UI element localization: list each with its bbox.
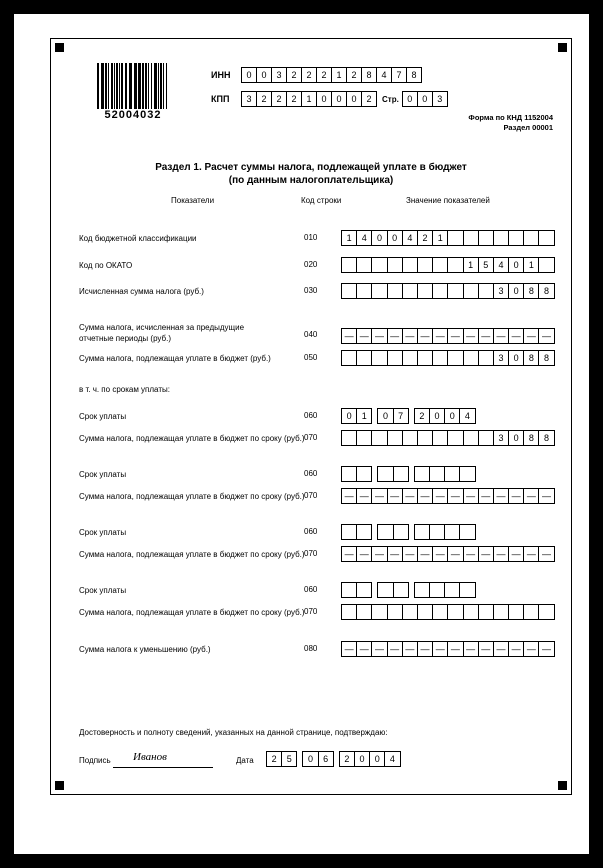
cell[interactable]: — <box>538 546 554 562</box>
cell[interactable] <box>387 604 403 620</box>
cell[interactable]: 1 <box>356 408 372 424</box>
value-cells[interactable] <box>341 230 554 246</box>
cell[interactable]: — <box>432 488 448 504</box>
cell[interactable]: — <box>371 641 387 657</box>
cell[interactable] <box>393 524 409 540</box>
cell[interactable] <box>493 230 509 246</box>
cell[interactable]: 7 <box>391 67 407 83</box>
payment-date-cells[interactable] <box>341 466 475 482</box>
row-label: Сумма налога, подлежащая уплате в бюджет по сроку (руб.) <box>79 550 305 559</box>
cell[interactable]: 0 <box>508 430 524 446</box>
date-label: Дата <box>236 756 254 765</box>
barcode <box>97 63 169 121</box>
cell[interactable]: 2 <box>346 67 362 83</box>
cell[interactable]: — <box>387 488 403 504</box>
value-cells[interactable] <box>341 328 554 344</box>
cell[interactable]: 0 <box>316 91 332 107</box>
form-code-section: Раздел 00001 <box>503 123 553 132</box>
cell[interactable]: — <box>371 546 387 562</box>
cell[interactable]: 3 <box>241 91 257 107</box>
date-cell[interactable]: 0 <box>369 751 385 767</box>
cell[interactable] <box>341 430 357 446</box>
cell[interactable] <box>402 604 418 620</box>
cell[interactable] <box>538 257 554 273</box>
cell[interactable]: 2 <box>361 91 377 107</box>
cell[interactable] <box>478 604 494 620</box>
signature-value: Иванов <box>133 751 167 763</box>
cell[interactable] <box>447 604 463 620</box>
signature-label: Подпись <box>79 756 111 765</box>
cell[interactable]: 2 <box>301 67 317 83</box>
value-cells[interactable] <box>341 350 554 366</box>
cell[interactable]: — <box>356 488 372 504</box>
cell[interactable] <box>538 230 554 246</box>
page-title <box>51 161 571 187</box>
cell[interactable] <box>459 524 475 540</box>
cell[interactable]: 0 <box>444 408 460 424</box>
cell[interactable] <box>417 604 433 620</box>
value-cells[interactable] <box>341 257 554 273</box>
cell[interactable] <box>402 257 418 273</box>
registration-mark-bottom-right <box>558 781 567 790</box>
row-code: 070 <box>304 433 318 442</box>
cell[interactable]: — <box>493 546 509 562</box>
cell[interactable] <box>356 283 372 299</box>
cell[interactable] <box>371 604 387 620</box>
cell[interactable] <box>463 230 479 246</box>
cell[interactable] <box>402 430 418 446</box>
form-code-knd: Форма по КНД 1152004 <box>468 113 553 122</box>
cell[interactable] <box>447 350 463 366</box>
cell[interactable]: — <box>508 641 524 657</box>
page-title-line2: (по данным налогоплательщика) <box>228 175 394 186</box>
cell[interactable] <box>356 524 372 540</box>
value-cells[interactable] <box>341 546 554 562</box>
cell[interactable]: 3 <box>493 350 509 366</box>
cell[interactable] <box>463 283 479 299</box>
cell[interactable]: — <box>341 641 357 657</box>
cell[interactable]: 8 <box>538 430 554 446</box>
cell[interactable]: — <box>493 328 509 344</box>
cell[interactable]: — <box>417 488 433 504</box>
kpp-label: КПП <box>211 94 230 104</box>
registration-mark-bottom-left <box>55 781 64 790</box>
cell[interactable]: 3 <box>432 91 448 107</box>
cell[interactable]: — <box>447 488 463 504</box>
cell[interactable] <box>432 430 448 446</box>
cell[interactable]: — <box>402 641 418 657</box>
cell[interactable]: 2 <box>256 91 272 107</box>
cell[interactable]: 8 <box>406 67 422 83</box>
cell[interactable] <box>393 582 409 598</box>
cell[interactable] <box>444 466 460 482</box>
cell[interactable]: — <box>523 488 539 504</box>
cell[interactable] <box>444 524 460 540</box>
row-label: Исчисленная сумма налога (руб.) <box>79 287 204 296</box>
cell[interactable]: — <box>432 546 448 562</box>
cell[interactable]: 2 <box>316 67 332 83</box>
page-number-cells[interactable] <box>402 91 447 107</box>
cell[interactable] <box>417 283 433 299</box>
cell[interactable]: 0 <box>508 257 524 273</box>
cell[interactable]: — <box>463 641 479 657</box>
document-page <box>14 14 589 854</box>
cell[interactable]: — <box>417 641 433 657</box>
cell[interactable] <box>414 524 430 540</box>
cell[interactable]: — <box>356 641 372 657</box>
date-cell[interactable]: 2 <box>339 751 355 767</box>
cell[interactable]: — <box>402 488 418 504</box>
cell[interactable] <box>377 524 393 540</box>
column-header-values: Значение показателей <box>406 196 490 205</box>
cell[interactable]: 4 <box>493 257 509 273</box>
date-cell[interactable]: 0 <box>302 751 318 767</box>
value-cells[interactable] <box>341 283 554 299</box>
cell[interactable]: — <box>341 328 357 344</box>
registration-mark-top-right <box>558 43 567 52</box>
cell[interactable]: 2 <box>286 67 302 83</box>
date-cell[interactable]: 4 <box>384 751 400 767</box>
cell[interactable]: 0 <box>508 350 524 366</box>
cell[interactable] <box>387 350 403 366</box>
cell[interactable] <box>417 350 433 366</box>
cell[interactable]: 0 <box>508 283 524 299</box>
cell[interactable] <box>508 230 524 246</box>
cell[interactable] <box>523 604 539 620</box>
cell[interactable]: 2 <box>417 230 433 246</box>
inn-row <box>211 67 421 83</box>
cell[interactable]: — <box>463 488 479 504</box>
row-code: 030 <box>304 286 318 295</box>
date-cell[interactable]: 5 <box>281 751 297 767</box>
cell[interactable] <box>447 257 463 273</box>
cell[interactable]: — <box>478 488 494 504</box>
cell[interactable] <box>402 350 418 366</box>
row-code: 060 <box>304 469 318 478</box>
cell[interactable] <box>377 466 393 482</box>
cell[interactable]: — <box>402 546 418 562</box>
cell[interactable]: — <box>341 488 357 504</box>
form-code-block <box>468 113 553 133</box>
row-code: 060 <box>304 527 318 536</box>
cell[interactable]: — <box>371 488 387 504</box>
inn-cells[interactable] <box>241 67 421 83</box>
cell[interactable]: — <box>417 546 433 562</box>
cell[interactable]: 0 <box>256 67 272 83</box>
cell[interactable] <box>463 430 479 446</box>
cell[interactable]: 8 <box>361 67 377 83</box>
cell[interactable] <box>463 604 479 620</box>
cell[interactable]: 4 <box>402 230 418 246</box>
cell[interactable]: 2 <box>414 408 430 424</box>
subheader: в т. ч. по срокам уплаты: <box>79 385 170 394</box>
cell[interactable] <box>356 466 372 482</box>
cell[interactable]: — <box>387 328 403 344</box>
cell[interactable]: 0 <box>371 230 387 246</box>
form-sheet <box>50 38 572 795</box>
date-cell[interactable]: 2 <box>266 751 282 767</box>
cell[interactable]: — <box>402 328 418 344</box>
cell[interactable]: 1 <box>301 91 317 107</box>
confirmation-text: Достоверность и полноту сведений, указанных на данной странице, подтверждаю: <box>79 728 388 737</box>
cell[interactable]: — <box>432 328 448 344</box>
row-code: 020 <box>304 260 318 269</box>
cell[interactable]: 0 <box>377 408 393 424</box>
cell[interactable] <box>538 604 554 620</box>
cell[interactable] <box>371 430 387 446</box>
cell[interactable] <box>432 283 448 299</box>
cell[interactable] <box>478 350 494 366</box>
row-code: 010 <box>304 233 318 242</box>
row-label: Код бюджетной классификации <box>79 234 197 243</box>
cell[interactable]: 4 <box>376 67 392 83</box>
cell[interactable] <box>341 466 357 482</box>
cell[interactable]: 0 <box>429 408 445 424</box>
cell[interactable] <box>377 582 393 598</box>
cell[interactable]: — <box>356 328 372 344</box>
row-label: Сумма налога, подлежащая уплате в бюджет по сроку (руб.) <box>79 492 305 501</box>
cell[interactable] <box>341 350 357 366</box>
page-title-line1: Раздел 1. Расчет суммы налога, подлежащей уплате в бюджет <box>155 162 467 173</box>
date-cell[interactable]: 6 <box>318 751 334 767</box>
row-label: Сумма налога, исчисленная за предыдущие <box>79 323 245 332</box>
payment-date-cells[interactable] <box>341 408 475 424</box>
cell[interactable] <box>447 283 463 299</box>
cell[interactable]: — <box>523 641 539 657</box>
cell[interactable] <box>432 350 448 366</box>
cell[interactable] <box>429 582 445 598</box>
cell[interactable] <box>356 430 372 446</box>
row-code: 070 <box>304 607 318 616</box>
cell[interactable]: 0 <box>341 408 357 424</box>
row-code: 040 <box>304 330 318 339</box>
payment-date-cells[interactable] <box>341 524 475 540</box>
cell[interactable] <box>341 524 357 540</box>
payment-date-cells[interactable] <box>341 582 475 598</box>
cell[interactable]: — <box>478 546 494 562</box>
cell[interactable] <box>417 430 433 446</box>
barcode-number: 52004032 <box>104 109 162 121</box>
row-label: Сумма налога, подлежащая уплате в бюджет (руб.) <box>79 354 271 363</box>
cell[interactable]: — <box>508 546 524 562</box>
cell[interactable]: — <box>478 328 494 344</box>
cell[interactable]: 3 <box>493 283 509 299</box>
cell[interactable] <box>356 350 372 366</box>
cell[interactable]: — <box>538 328 554 344</box>
cell[interactable] <box>387 257 403 273</box>
cell[interactable]: 8 <box>538 283 554 299</box>
row-code: 070 <box>304 549 318 558</box>
cell[interactable]: — <box>371 328 387 344</box>
cell[interactable]: 0 <box>331 91 347 107</box>
cell[interactable] <box>459 582 475 598</box>
cell[interactable]: 1 <box>331 67 347 83</box>
cell[interactable]: 8 <box>523 430 539 446</box>
cell[interactable]: — <box>508 328 524 344</box>
row-code: 080 <box>304 644 318 653</box>
date-cells[interactable] <box>266 751 400 767</box>
cell[interactable]: 7 <box>393 408 409 424</box>
cell[interactable]: — <box>508 488 524 504</box>
row-label: Срок уплаты <box>79 412 127 421</box>
kpp-cells[interactable] <box>241 91 376 107</box>
cell[interactable] <box>356 604 372 620</box>
signature-line <box>113 767 213 768</box>
cell[interactable]: — <box>538 641 554 657</box>
row-label: Сумма налога, подлежащая уплате в бюджет по сроку (руб.) <box>79 608 305 617</box>
row-label: Код по ОКАТО <box>79 261 133 270</box>
cell[interactable]: 0 <box>417 91 433 107</box>
cell[interactable]: — <box>463 546 479 562</box>
cell[interactable]: — <box>493 641 509 657</box>
column-header-row-code: Код строки <box>301 196 342 205</box>
cell[interactable] <box>444 582 460 598</box>
value-cells[interactable] <box>341 488 554 504</box>
cell[interactable] <box>523 230 539 246</box>
cell[interactable] <box>429 466 445 482</box>
cell[interactable] <box>478 283 494 299</box>
registration-mark-top-left <box>55 43 64 52</box>
row-label: Срок уплаты <box>79 586 127 595</box>
cell[interactable]: — <box>447 328 463 344</box>
row-code: 060 <box>304 585 318 594</box>
cell[interactable]: 1 <box>341 230 357 246</box>
cell[interactable] <box>508 604 524 620</box>
cell[interactable] <box>371 350 387 366</box>
cell[interactable] <box>429 524 445 540</box>
cell[interactable]: — <box>387 546 403 562</box>
cell[interactable]: 2 <box>286 91 302 107</box>
value-cells[interactable] <box>341 430 554 446</box>
row-code: 070 <box>304 491 318 500</box>
cell[interactable] <box>341 604 357 620</box>
cell[interactable]: 2 <box>271 91 287 107</box>
cell[interactable]: 0 <box>387 230 403 246</box>
cell[interactable]: — <box>493 488 509 504</box>
cell[interactable] <box>356 257 372 273</box>
kpp-row <box>211 91 447 107</box>
cell[interactable]: — <box>523 328 539 344</box>
cell[interactable] <box>447 430 463 446</box>
cell[interactable]: 0 <box>241 67 257 83</box>
cell[interactable] <box>432 257 448 273</box>
cell[interactable]: 1 <box>523 257 539 273</box>
cell[interactable]: — <box>463 328 479 344</box>
cell[interactable]: — <box>538 488 554 504</box>
cell[interactable]: 4 <box>356 230 372 246</box>
cell[interactable]: 0 <box>402 91 418 107</box>
cell[interactable]: 3 <box>493 430 509 446</box>
cell[interactable] <box>341 582 357 598</box>
value-cells[interactable] <box>341 604 554 620</box>
cell[interactable] <box>371 257 387 273</box>
cell[interactable] <box>463 350 479 366</box>
page-label: Стр. <box>382 94 399 104</box>
cell[interactable]: 8 <box>523 350 539 366</box>
cell[interactable] <box>371 283 387 299</box>
cell[interactable] <box>478 430 494 446</box>
cell[interactable] <box>414 466 430 482</box>
cell[interactable] <box>493 604 509 620</box>
row-code: 050 <box>304 353 318 362</box>
cell[interactable]: — <box>341 546 357 562</box>
date-cell[interactable]: 0 <box>354 751 370 767</box>
cell[interactable] <box>459 466 475 482</box>
cell[interactable] <box>402 283 418 299</box>
cell[interactable]: — <box>387 641 403 657</box>
cell[interactable]: 1 <box>432 230 448 246</box>
cell[interactable] <box>393 466 409 482</box>
cell[interactable] <box>417 257 433 273</box>
cell[interactable]: — <box>447 641 463 657</box>
cell[interactable]: 8 <box>538 350 554 366</box>
barcode-bars <box>97 63 169 109</box>
value-cells[interactable] <box>341 641 554 657</box>
cell[interactable]: — <box>478 641 494 657</box>
cell[interactable]: 3 <box>271 67 287 83</box>
column-header-indicators: Показатели <box>171 196 215 205</box>
cell[interactable]: 4 <box>459 408 475 424</box>
cell[interactable]: 1 <box>463 257 479 273</box>
cell[interactable]: — <box>432 641 448 657</box>
cell[interactable] <box>341 283 357 299</box>
cell[interactable] <box>341 257 357 273</box>
row-label: Сумма налога, подлежащая уплате в бюджет по сроку (руб.) <box>79 434 305 443</box>
row-label: Срок уплаты <box>79 470 127 479</box>
cell[interactable]: 5 <box>478 257 494 273</box>
row-label: Сумма налога к уменьшению (руб.) <box>79 645 211 654</box>
row-label: Срок уплаты <box>79 528 127 537</box>
cell[interactable]: — <box>523 546 539 562</box>
cell[interactable]: — <box>417 328 433 344</box>
cell[interactable]: 8 <box>523 283 539 299</box>
row-code: 060 <box>304 411 318 420</box>
cell[interactable] <box>478 230 494 246</box>
cell[interactable] <box>447 230 463 246</box>
inn-label: ИНН <box>211 70 231 80</box>
cell[interactable]: 0 <box>346 91 362 107</box>
cell[interactable]: — <box>356 546 372 562</box>
cell[interactable] <box>387 430 403 446</box>
cell[interactable] <box>414 582 430 598</box>
cell[interactable] <box>356 582 372 598</box>
cell[interactable]: — <box>447 546 463 562</box>
cell[interactable] <box>387 283 403 299</box>
cell[interactable] <box>432 604 448 620</box>
row-label: отчетные периоды (руб.) <box>79 334 171 343</box>
